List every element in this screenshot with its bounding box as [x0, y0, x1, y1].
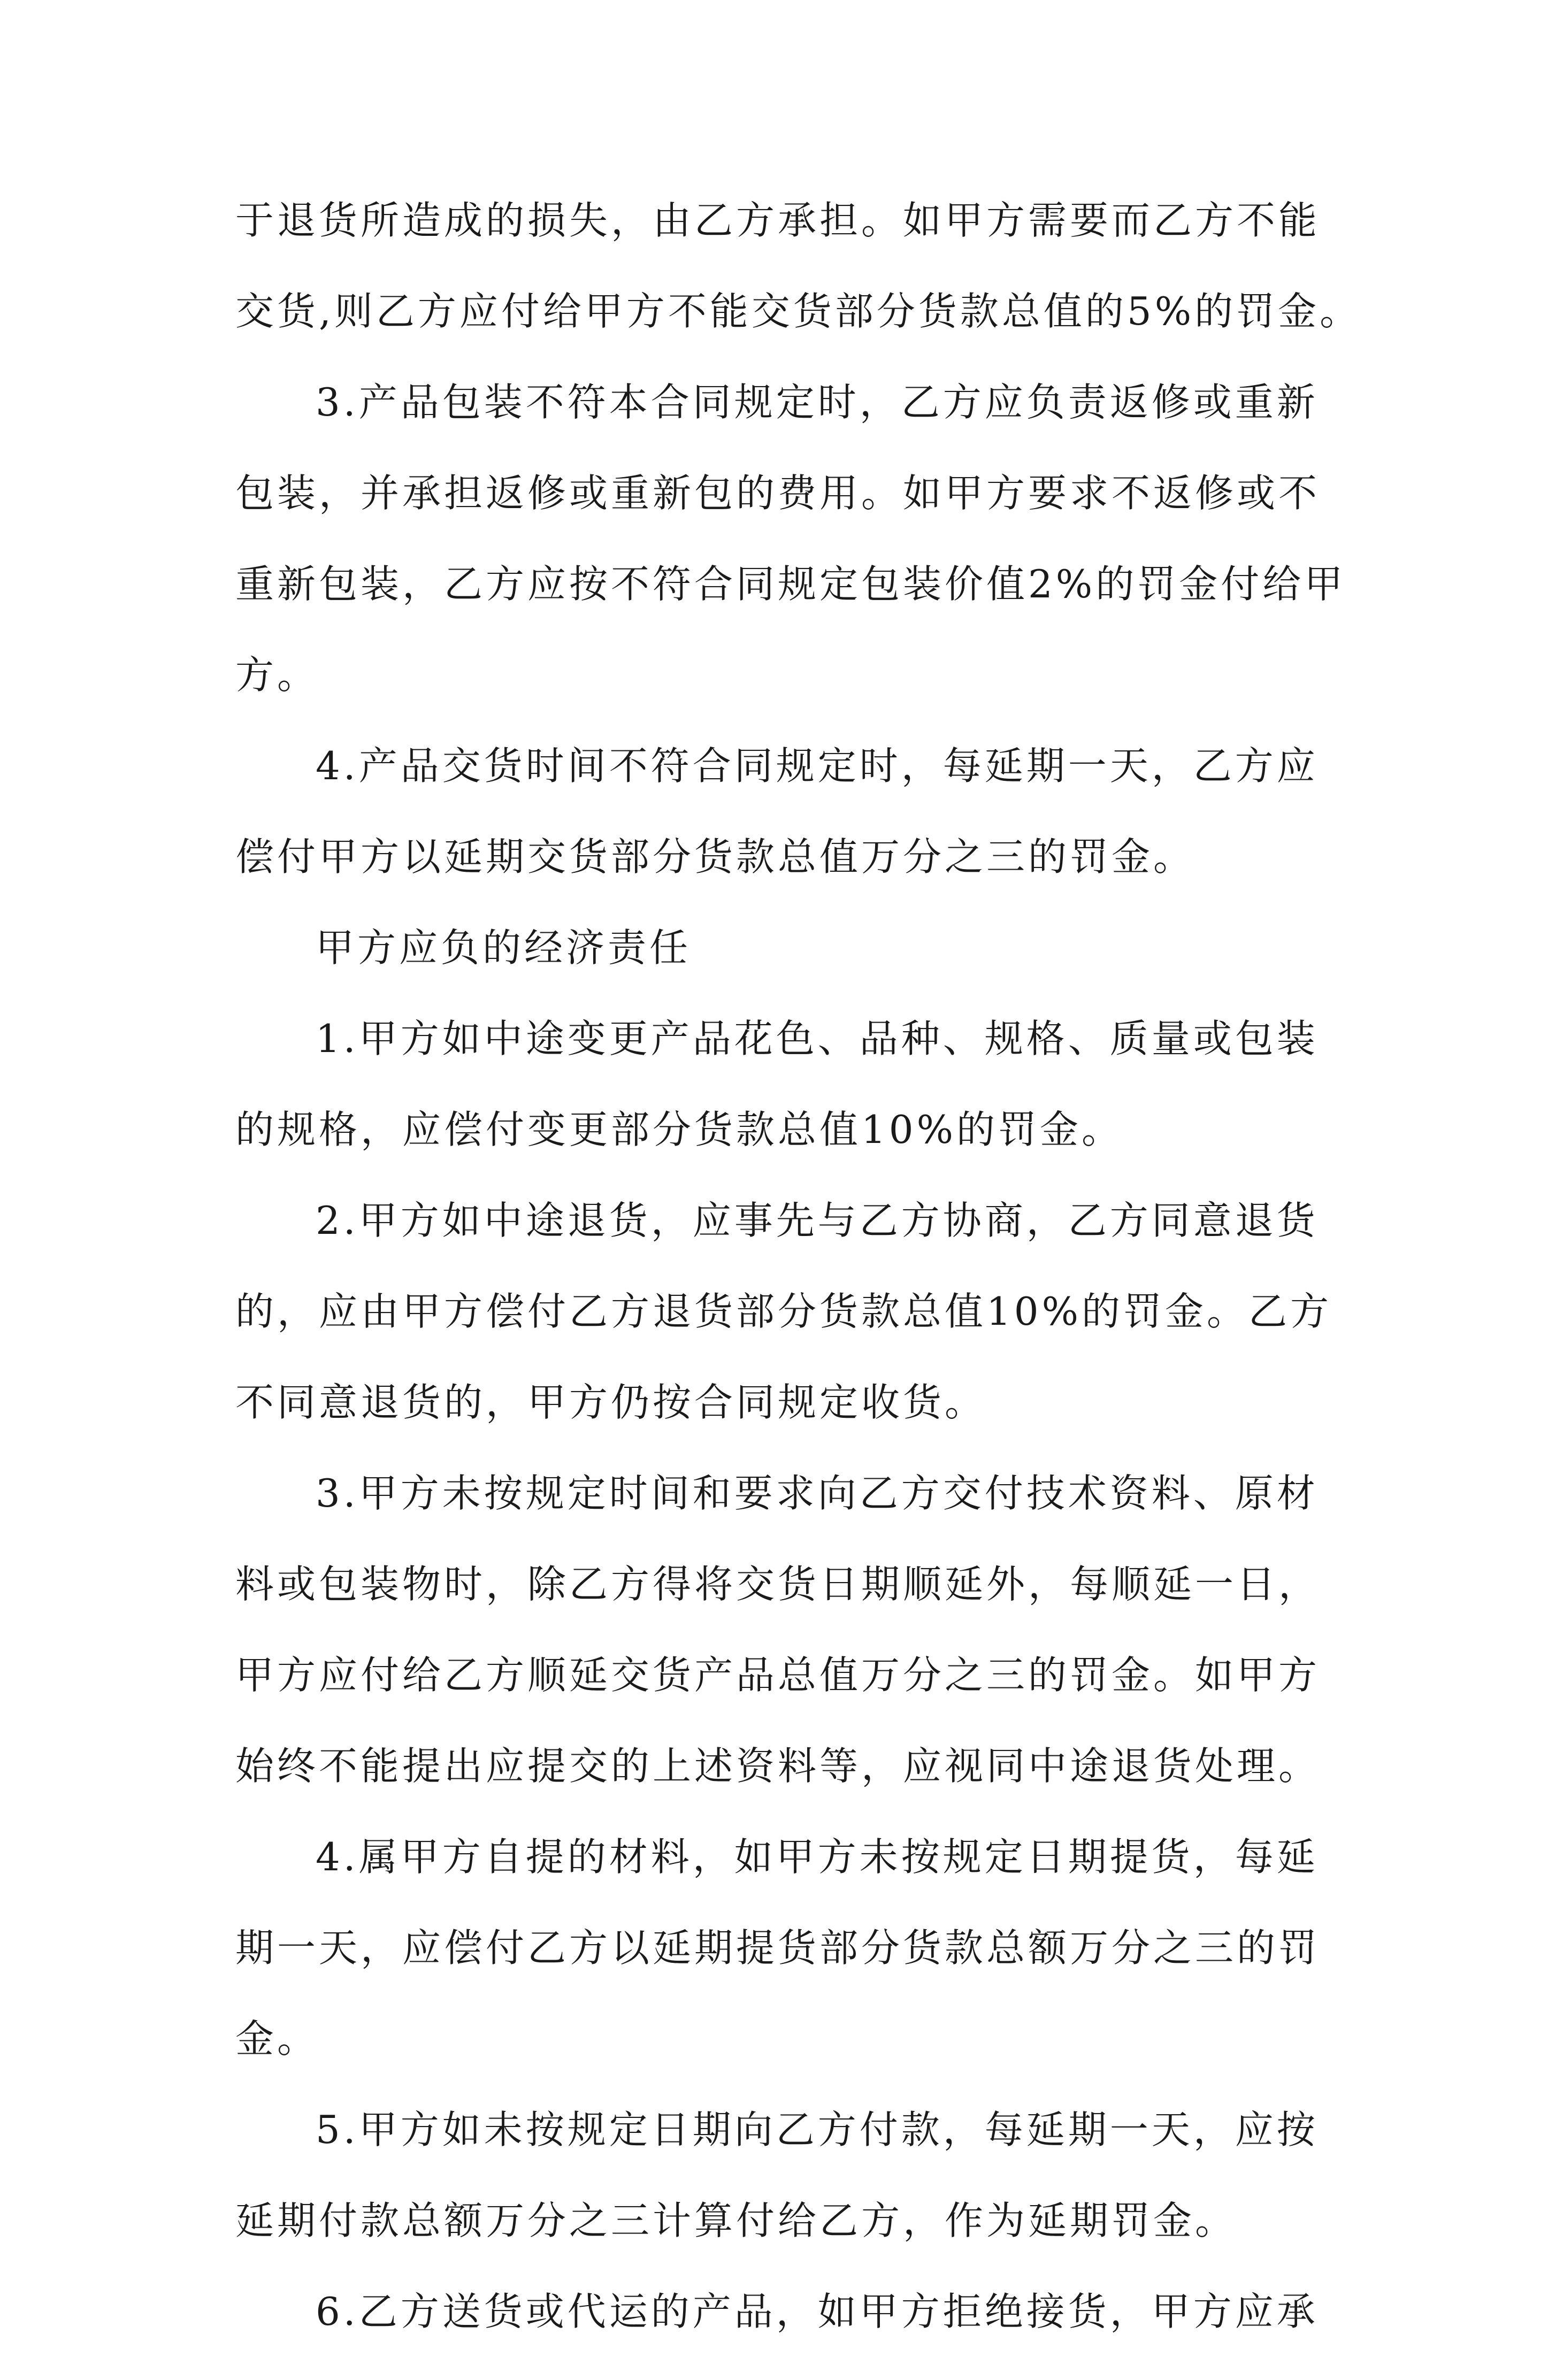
text-line: 偿付甲方以延期交货部分货款总值万分之三的罚金。: [235, 834, 1196, 879]
text-line: 1.甲方如中途变更产品花色、品种、规格、质量或包装: [316, 1016, 1319, 1061]
text-line: 料或包装物时，除乙方得将交货日期顺延外，每顺延一日，: [235, 1562, 1321, 1607]
text-line: 6.乙方送货或代运的产品，如甲方拒绝接货，甲方应承: [316, 2289, 1319, 2334]
document-body: [235, 198, 1362, 2380]
text-line: 3.产品包装不符本合同规定时，乙方应负责返修或重新: [316, 380, 1319, 425]
text-line: 交货,则乙方应付给甲方不能交货部分货款总值的5%的罚金。: [235, 289, 1362, 334]
text-line: 甲方应负的经济责任: [316, 925, 692, 970]
text-line: 始终不能提出应提交的上述资料等，应视同中途退货处理。: [235, 1744, 1321, 1788]
text-line: 延期付款总额万分之三计算付给乙方，作为延期罚金。: [235, 2198, 1237, 2243]
text-line: 重新包装，乙方应按不符合同规定包装价值2%的罚金付给甲: [235, 562, 1346, 606]
text-line: 的，应由甲方偿付乙方退货部分货款总值10%的罚金。乙方: [235, 1289, 1332, 1334]
text-line: 于退货所造成的损失，由乙方承担。如甲方需要而乙方不能: [235, 198, 1321, 243]
text-line: 4.产品交货时间不符合同规定时，每延期一天，乙方应: [316, 743, 1319, 788]
text-line: 的规格，应偿付变更部分货款总值10%的罚金。: [235, 1107, 1124, 1152]
text-line: 5.甲方如未按规定日期向乙方付款，每延期一天，应按: [316, 2107, 1319, 2152]
text-line: 3.甲方未按规定时间和要求向乙方交付技术资料、原材: [316, 1471, 1319, 1516]
text-line: 甲方应付给乙方顺延交货产品总值万分之三的罚金。如甲方: [235, 1653, 1321, 1698]
text-line: 金。: [235, 2016, 319, 2061]
text-line: 4.属甲方自提的材料，如甲方未按规定日期提货，每延: [316, 1834, 1319, 1879]
text-line: 2.甲方如中途退货，应事先与乙方协商，乙方同意退货: [316, 1198, 1319, 1243]
text-line: 方。: [235, 652, 319, 697]
text-line: 期一天，应偿付乙方以延期提货部分货款总额万分之三的罚: [235, 1925, 1321, 1970]
text-line: 包装，并承担返修或重新包的费用。如甲方要求不返修或不: [235, 471, 1321, 516]
text-line: 不同意退货的，甲方仍按合同规定收货。: [235, 1380, 987, 1425]
